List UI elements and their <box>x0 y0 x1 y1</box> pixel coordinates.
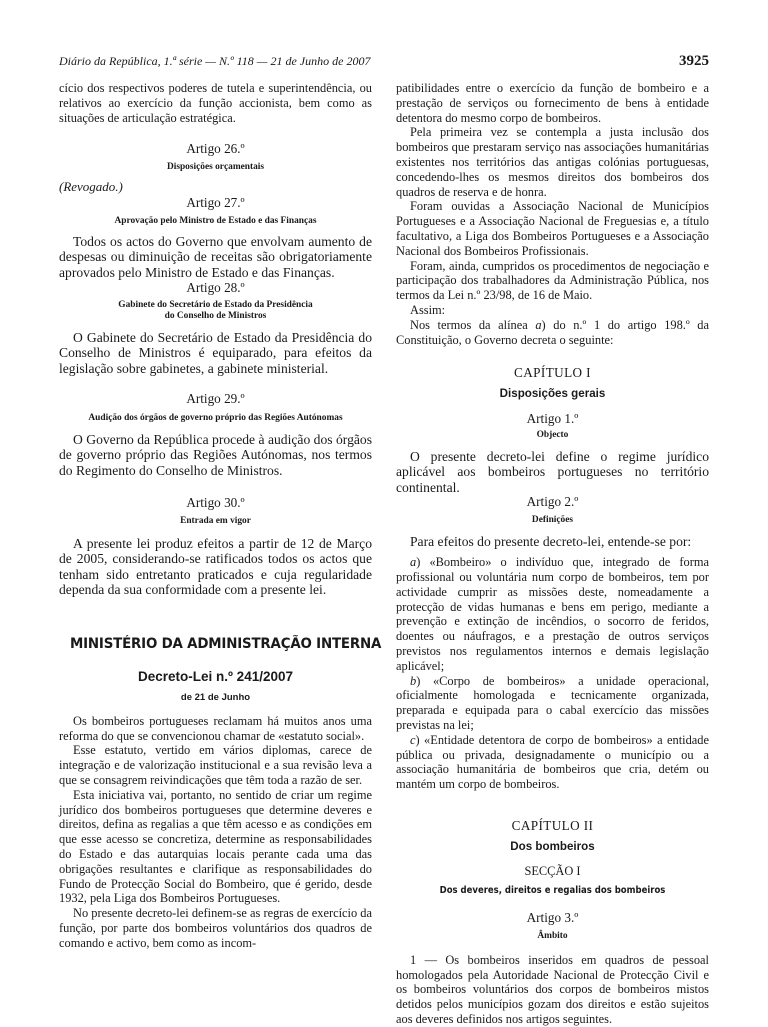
right-column <box>396 81 709 1027</box>
paragraph: Foram ouvidas a Associação Nacional de Municípios Portugueses e a Associação Nacional de Freguesias e, a título facultativo, a Liga dos Bombeiros Portugueses e a Associação Nacional dos Bombeiros Profissionais. <box>396 199 709 258</box>
article-text: O Gabinete do Secretário de Estado da Presidência do Conselho de Ministros é equiparado, para efeitos da legislação sobre gabinetes, a gabinete ministerial. <box>59 329 372 376</box>
article-text: O presente decreto-lei define o regime jurídico aplicável aos bombeiros portugueses no território continental. <box>396 448 709 495</box>
paragraph: Foram, ainda, cumpridos os procedimentos de negociação e participação dos trabalhadores da Administração Pública, nos termos da Lei n.º 23/98, de 16 de Maio. <box>396 258 709 303</box>
article-text: A presente lei produz efeitos a partir de 12 de Março de 2005, considerando-se ratificados todos os actos que tenham sido entretanto praticados e cuja regularidade dependa da sua conformidade com a presente lei. <box>59 535 372 598</box>
section-title: Dos deveres, direitos e regalias dos bombeiros <box>439 885 666 897</box>
text-run-italic: a <box>535 317 542 332</box>
article-title: Audição dos órgãos de governo próprio das Regiões Autónomas <box>88 412 343 423</box>
article-title: Âmbito <box>537 930 568 941</box>
decree-date: de 21 de Junho <box>180 692 251 704</box>
text-run: ) do n.º 1 do artigo 198.º da Constituição, o Governo decreta o seguinte: <box>396 317 710 347</box>
item-letter: b <box>410 673 417 688</box>
item-text: ) «Entidade detentora de corpo de bombeiros» a entidade pública ou privada, designadamente o município ou a associação humanitária de bombeiros que cria, detém ou mantém um corpo de bombeiros. <box>396 732 709 792</box>
item-letter: a <box>410 555 417 570</box>
article-title: Objecto <box>536 429 569 440</box>
article-title: Aprovação pelo Ministro de Estado e das Finanças <box>114 215 317 226</box>
article-title: Entrada em vigor <box>180 515 251 526</box>
article-heading: Artigo 28.º <box>186 280 245 295</box>
article-heading: Artigo 1.º <box>526 410 579 426</box>
paragraph: Assim: <box>410 302 446 317</box>
paragraph: cício dos respectivos poderes de tutela e superintendência, ou relativos ao exercício da função accionista, bem como as situações de articulação estratégica. <box>59 81 372 125</box>
paragraph: Esse estatuto, vertido em vários diplomas, carece de integração e de valorização institucional e a sua revisão leva a que se consagrem reivindicações que têm toda a razão de ser. <box>59 743 372 788</box>
chapter-title: Dos bombeiros <box>510 839 595 853</box>
article-heading: Artigo 3.º <box>526 910 579 926</box>
article-text: (Revogado.) <box>59 179 123 195</box>
article-title: do Conselho de Ministros <box>164 310 267 321</box>
section-heading: SECÇÃO I <box>524 863 581 878</box>
text-run: Nos termos da alínea <box>410 317 536 332</box>
article-heading: Artigo 30.º <box>186 495 245 511</box>
article-heading: Artigo 29.º <box>186 391 245 407</box>
paragraph: Os bombeiros portugueses reclamam há muitos anos uma reforma do que se convencionou chamar de «estatuto social». <box>59 713 372 743</box>
item-text: ) «Corpo de bombeiros» a unidade operacional, oficialmente homologada e tecnicamente organizada, preparada e equipada para o cabal exercício das missões previstas na lei; <box>396 673 709 732</box>
ministry-heading: MINISTÉRIO DA ADMINISTRAÇÃO INTERNA <box>69 636 382 653</box>
paragraph: patibilidades entre o exercício da função de bombeiro e a prestação de serviços ou fornecimento de bens à entidade detentora do mesmo corpo de bombeiros. <box>396 81 709 125</box>
item-text: ) «Bombeiro» o indivíduo que, integrado de forma profissional ou voluntária num corpo de bombeiros, tem por actividade cumprir as missões deste, nomeadamente a protecção de vidas humanas e bens em perigo, mediante a prevenção e extinção de incêndios, o socorro de feridos, doentes ou náufragos, e a prestação de outros serviços previstos nos regulamentos internos e demais legislação aplicável; <box>396 555 709 673</box>
article-title: Gabinete do Secretário de Estado da Presidência <box>118 299 313 310</box>
paragraph: Esta iniciativa vai, portanto, no sentido de criar um regime jurídico dos bombeiros portugueses que determine deveres e direitos, defina as regalias a que têm acesso e as condições em que esse acesso se concretiza, determine as responsabilidades do Estado e das autarquias locais perante cada uma das obrigações resultantes e clarifique as responsabilidades do Fundo de Protecção Social do Bombeiro, que é gerido, desde 1932, pela Liga dos Bombeiros Portugueses. <box>59 787 372 906</box>
article-text: Para efeitos do presente decreto-lei, entende-se por: <box>410 533 692 549</box>
decree-title: Decreto-Lei n.º 241/2007 <box>137 669 293 685</box>
article-heading: Artigo 2.º <box>526 493 579 509</box>
paragraph: No presente decreto-lei definem-se as regras de exercício da função, por parte dos bombeiros voluntários dos quadros de comando e activo, bem como as incom- <box>59 906 372 950</box>
item-letter: c <box>410 732 416 747</box>
article-heading: Artigo 26.º <box>186 141 245 157</box>
definition-item <box>396 733 709 792</box>
article-text: O Governo da República procede à audição dos órgãos de governo próprio das Regiões Autónomas, nos termos do Regimento do Conselho de Ministros. <box>59 431 372 478</box>
article-heading: Artigo 27.º <box>186 194 245 210</box>
chapter-title: Disposições gerais <box>499 387 606 401</box>
paragraph <box>396 318 709 348</box>
page-header <box>59 54 709 70</box>
page-number: 3925 <box>679 53 709 69</box>
definition-item <box>396 674 709 733</box>
definition-item <box>396 555 709 673</box>
paragraph: Pela primeira vez se contempla a justa inclusão dos bombeiros que prestaram serviço nas associações humanitárias existentes nos territórios das antigas colónias portuguesas, concedendo-lhes os mesmos direitos dos bombeiros dos quadros de reserva e de honra. <box>396 125 709 199</box>
article-title: Definições <box>531 514 574 525</box>
chapter-heading: CAPÍTULO I <box>514 365 591 381</box>
chapter-heading: CAPÍTULO II <box>511 817 594 833</box>
article-text: Todos os actos do Governo que envolvam aumento de despesas ou diminuição de receitas são obrigatoriamente aprovados pelo Ministro de Estado e das Finanças. <box>59 233 372 280</box>
article-text: 1 — Os bombeiros inseridos em quadros de pessoal homologados pela Autoridade Nacional de Protecção Civil e os bombeiros voluntários dos corpos de bombeiros mistos detidos pelos municípios gozam dos direitos e estão sujeitos aos deveres definidos nos artigos seguintes. <box>396 952 709 1027</box>
journal-header: Diário da República, 1.ª série — N.º 118 — 21 de Junho de 2007 <box>59 54 371 68</box>
left-column <box>59 81 382 951</box>
article-title: Disposições orçamentais <box>166 162 265 173</box>
